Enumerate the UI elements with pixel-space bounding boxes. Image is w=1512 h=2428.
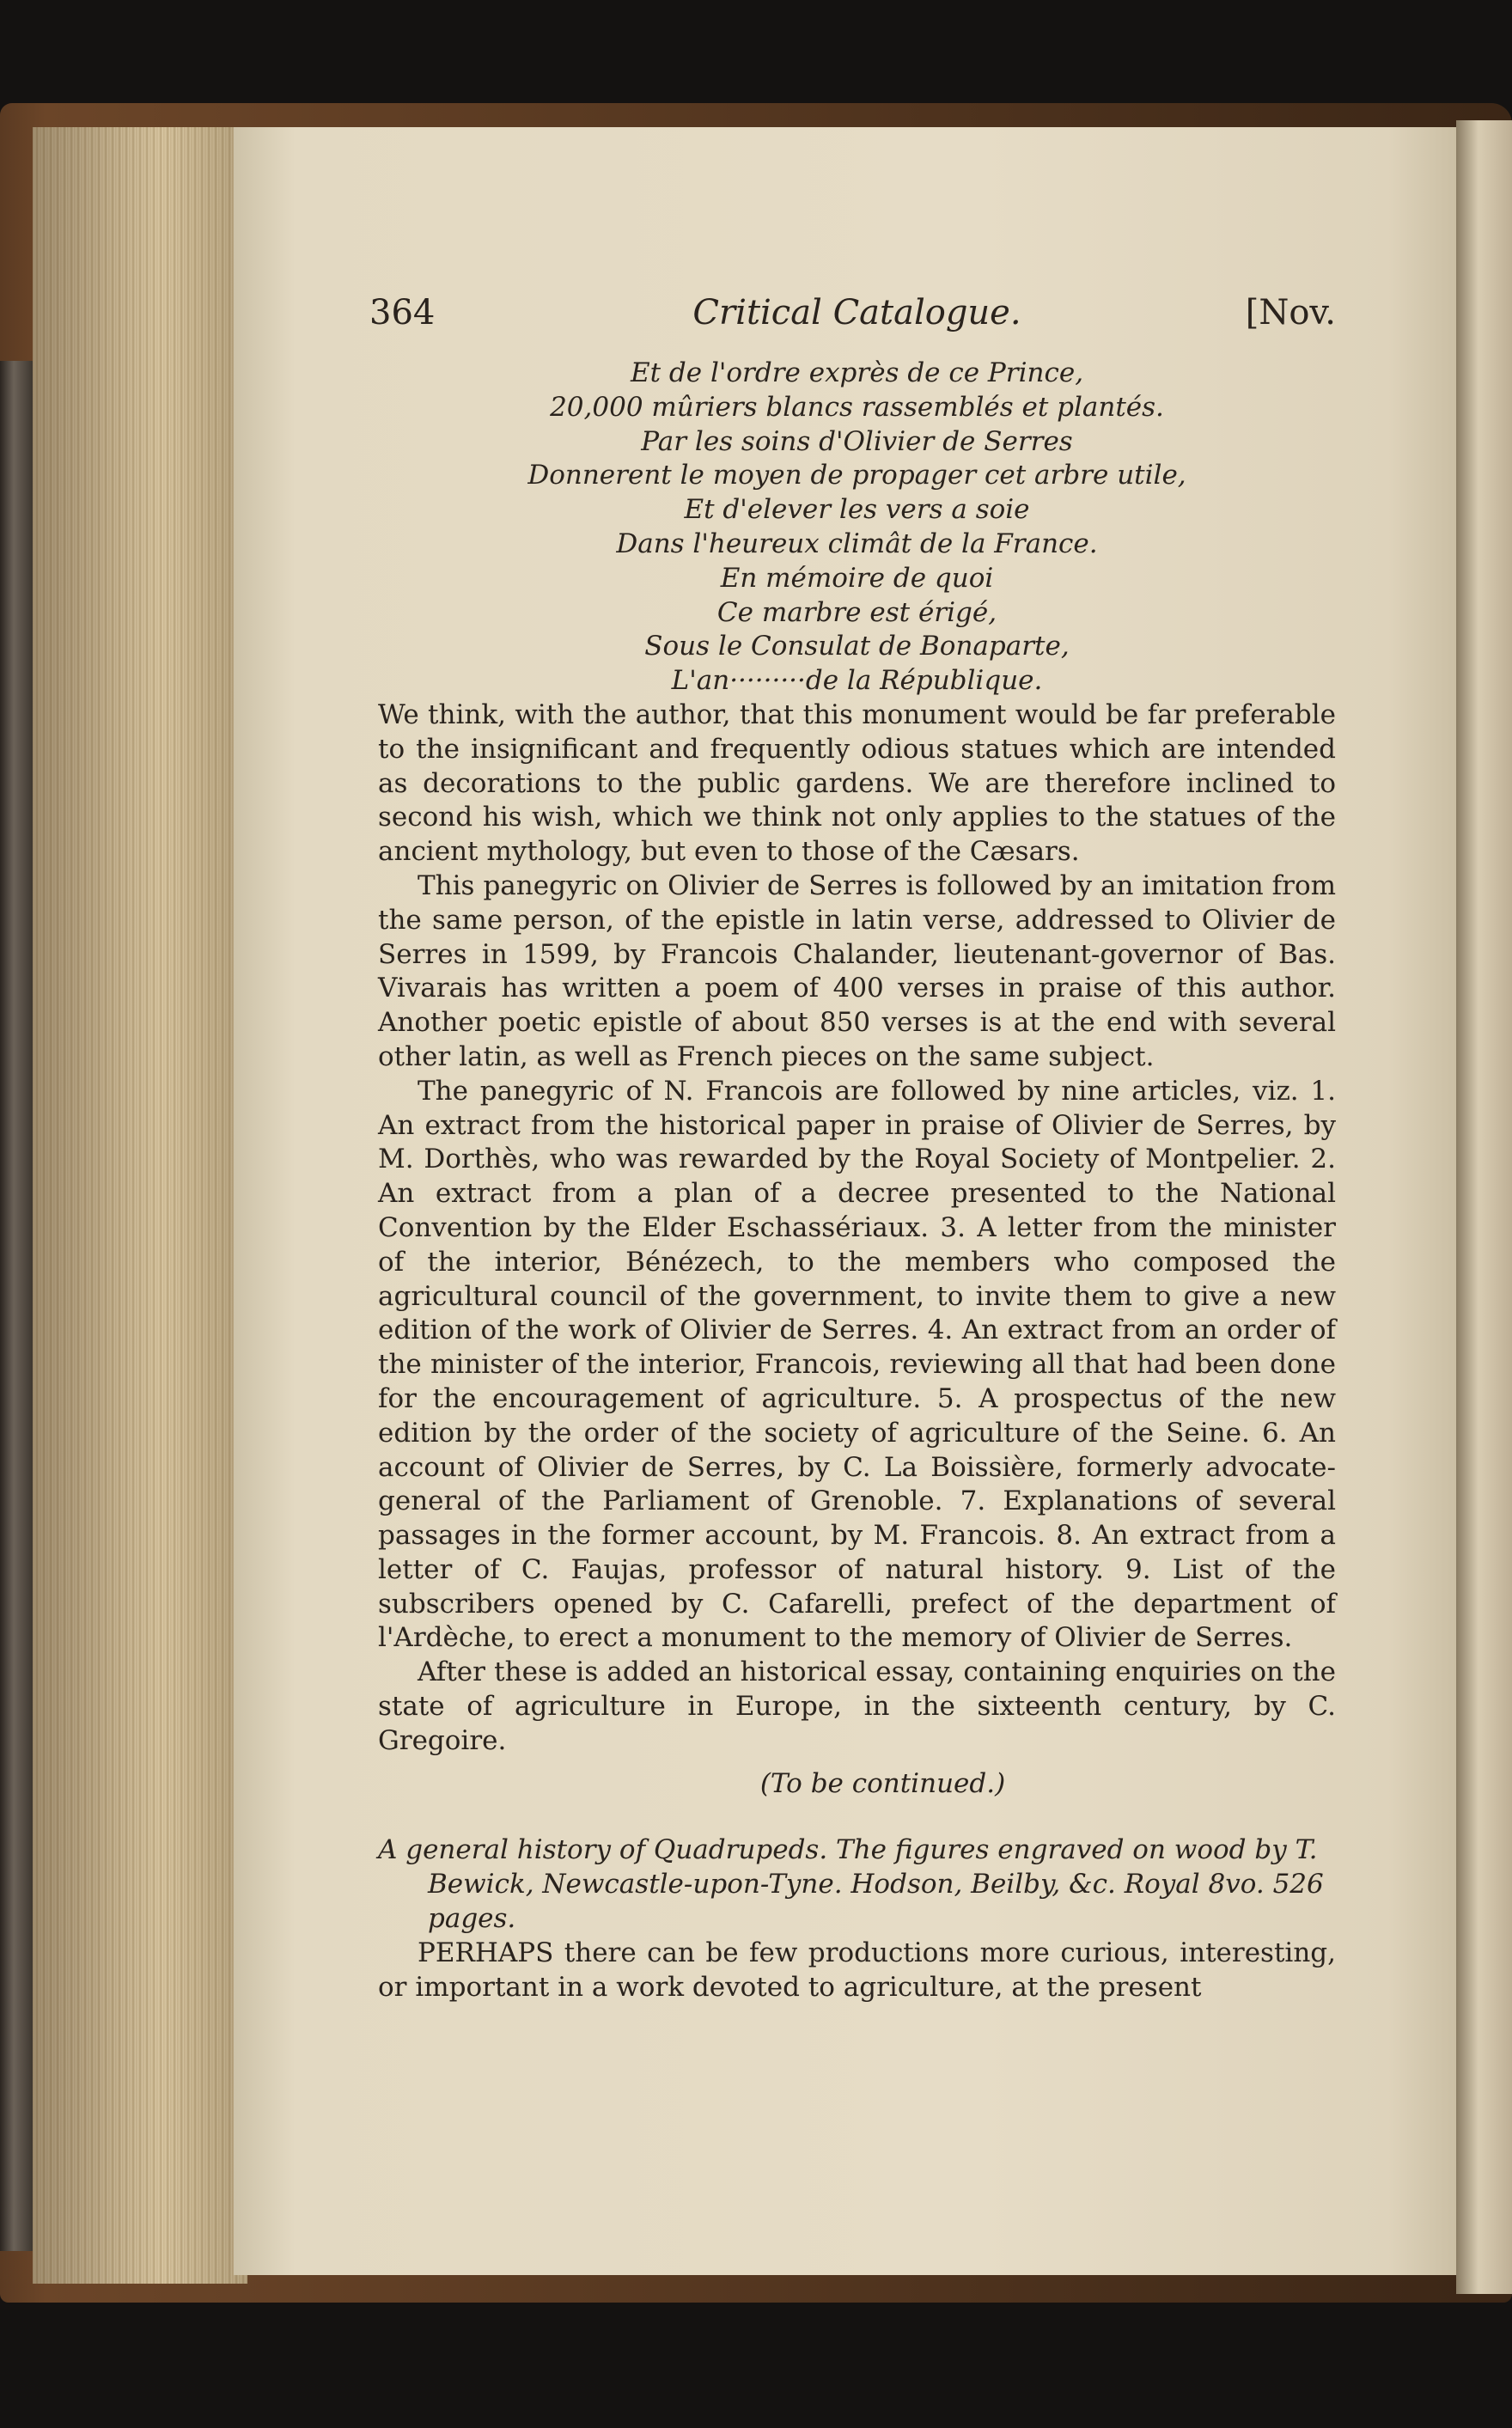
inscription-line: En mémoire de quoi — [720, 562, 994, 594]
running-month: [Nov. — [1245, 293, 1336, 332]
page-edges — [33, 127, 247, 2284]
inscription-line: Et d'elever les vers a soie — [684, 494, 1030, 526]
page-number: 364 — [369, 293, 436, 332]
continued-note: (To be continued.) — [759, 1767, 1006, 1799]
inscription-line: Dans l'heureux climât de la France. — [616, 528, 1098, 559]
paragraph: We think, with the author, that this monument would be far preferable to the insignificant and frequently odious statues which are intended as decorations to the public gardens. We are therefore inclined to second his wish, which we think not only applies to the statues of the ancient mythology, but even to those of the Cæsars. — [378, 699, 1336, 868]
entry-opening: PERHAPS there can be few productions more curious, interesting, or important in a work devoted to agriculture, at the present — [378, 1937, 1336, 2003]
marbled-edge — [0, 361, 34, 2251]
inscription-line: L'an·········de la République. — [671, 665, 1043, 697]
page-text — [369, 293, 1336, 2004]
inscription-line: Par les soins d'Olivier de Serres — [641, 425, 1073, 457]
paragraph: This panegyric on Olivier de Serres is followed by an imitation from the same person, of the epistle in latin verse, addressed to Olivier de Serres in 1599, by Francois Chalander, lieutenant-governor of Bas. Vivarais has written a poem of 400 verses in praise of this author. Another poetic epistle of about 850 verses is at the end with several other latin, as well as French pieces on the same subject. — [378, 869, 1336, 1072]
inscription-line: Sous le Consulat de Bonaparte, — [644, 631, 1070, 662]
running-head — [369, 293, 1336, 357]
inscription-line: Donnerent le moyen de propager cet arbre utile, — [527, 460, 1186, 491]
paragraph: The panegyric of N. Francois are followed by nine articles, viz. 1. An extract from the historical paper in praise of Olivier de Serres, by M. Dorthès, who was rewarded by the Royal Society of Montpelier. 2. An extract from a plan of a decree presented to the National Convention by the Elder Eschassériaux. 3. A letter from the minister of the interior, Bénézech, to the members who composed the agricultural council of the government, to invite them to give a new edition of the work of Olivier de Serres. 4. An extract from an order of the minister of the interior, Francois, reviewing all that had been done for the encouragement of agriculture. 5. A prospectus of the new edition by the order of the society of agriculture of the Seine. 6. An account of Olivier de Serres, by C. La Boissière, formerly advocate-general of the Parliament of Grenoble. 7. Explanations of several passages in the former account, by M. Francois. 8. An extract from a letter of C. Faujas, professor of natural history. 9. List of the subscribers opened by C. Cafarelli, prefect of the department of l'Ardèche, to erect a monument to the memory of Olivier de Serres. — [378, 1075, 1336, 1654]
inscription — [378, 357, 1336, 699]
inscription-line: 20,000 mûriers blancs rassemblés et plantés. — [550, 391, 1164, 423]
inscription-line: Et de l'ordre exprès de ce Prince, — [630, 357, 1084, 388]
page-gutter — [1456, 120, 1512, 2294]
running-title: Critical Catalogue. — [692, 293, 1021, 332]
book-entry-title: A general history of Quadrupeds. The figures engraved on wood by T. Bewick, Newcastle-upon-Tyne. Hodson, Beilby, &c. Royal 8vo. 526 pages. — [378, 1834, 1324, 1935]
paragraph: After these is added an historical essay, containing enquiries on the state of agriculture in Europe, in the sixteenth century, by C. Gregoire. — [378, 1656, 1336, 1756]
inscription-line: Ce marbre est érigé, — [716, 596, 997, 628]
